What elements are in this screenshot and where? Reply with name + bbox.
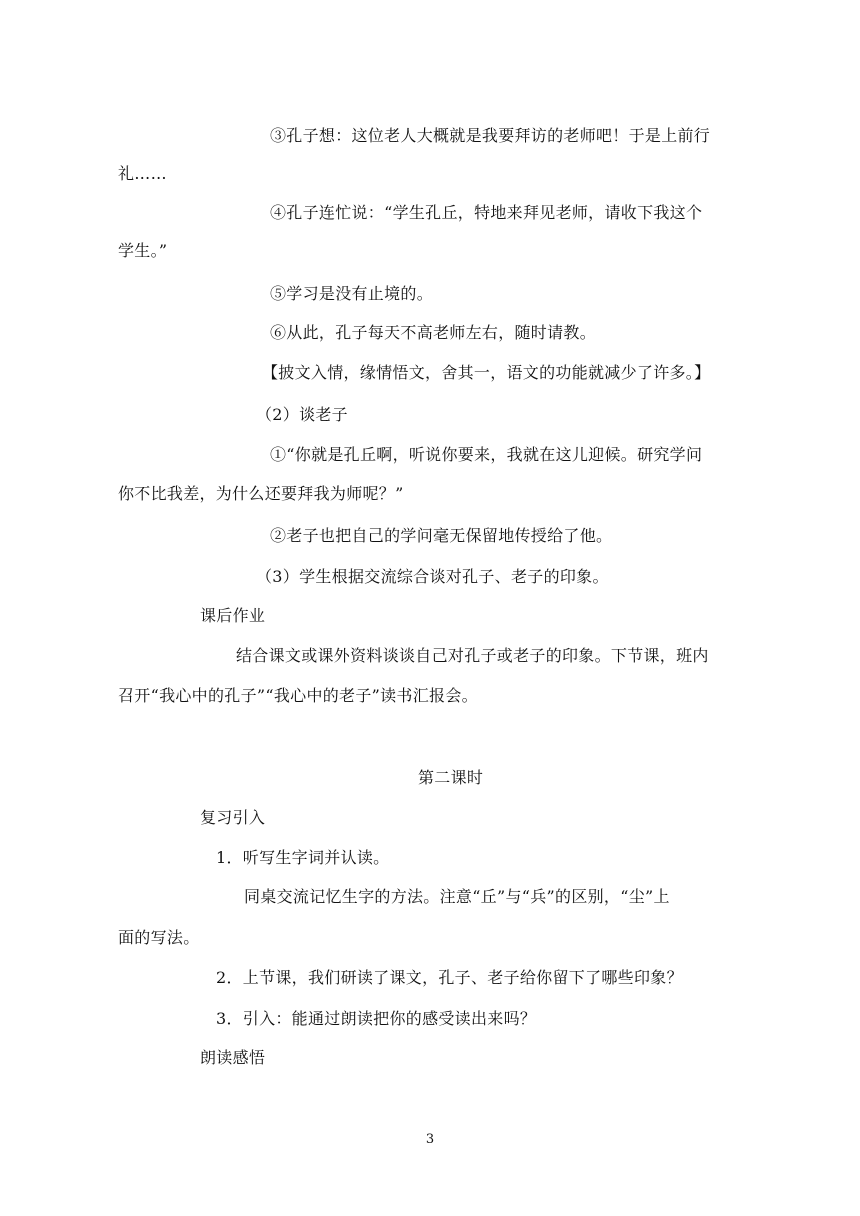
text-line: ④孔子连忙说：“学生孔丘，特地来拜见老师，请收下我这个 xyxy=(270,203,703,222)
section-heading: 朗读感悟 xyxy=(200,1048,266,1067)
text-line: 3．引入：能通过朗读把你的感受读出来吗？ xyxy=(216,1009,537,1028)
text-line: 结合课文或课外资料谈谈自己对孔子或老子的印象。下节课，班内 xyxy=(236,646,709,665)
section-heading: 复习引入 xyxy=(200,808,266,827)
text-line: 礼…… xyxy=(118,164,167,183)
lesson-title: 第二课时 xyxy=(418,768,484,787)
text-line: 同桌交流记忆生字的方法。注意“丘”与“兵”的区别，“尘”上 xyxy=(244,887,670,906)
text-line: 【披文入情，缘情悟文，舍其一，语文的功能就减少了许多。】 xyxy=(262,363,711,382)
text-line: ①“你就是孔丘啊，听说你要来，我就在这儿迎候。研究学问 xyxy=(270,445,703,464)
text-line: 2．上节课，我们研读了课文，孔子、老子给你留下了哪些印象？ xyxy=(216,968,683,987)
section-heading: 课后作业 xyxy=(200,606,266,625)
text-line: 召开“我心中的孔子”“我心中的老子”读书汇报会。 xyxy=(118,686,478,705)
text-line: ③孔子想：这位老人大概就是我要拜访的老师吧！于是上前行 xyxy=(270,126,711,145)
text-line: （3）学生根据交流综合谈对孔子、老子的印象。 xyxy=(256,567,609,586)
text-line: 面的写法。 xyxy=(118,928,200,947)
section-heading: （2）谈老子 xyxy=(256,405,348,424)
page-number: 3 xyxy=(425,1132,435,1147)
text-line: 1．听写生字词并认读。 xyxy=(216,848,390,867)
text-line: 你不比我差，为什么还要拜我为师呢？” xyxy=(118,484,404,503)
text-line: ⑥从此，孔子每天不高老师左右，随时请教。 xyxy=(270,323,597,342)
text-line: ②老子也把自己的学问毫无保留地传授给了他。 xyxy=(270,526,613,545)
text-line: ⑤学习是没有止境的。 xyxy=(270,284,434,303)
text-line: 学生。” xyxy=(118,241,168,260)
